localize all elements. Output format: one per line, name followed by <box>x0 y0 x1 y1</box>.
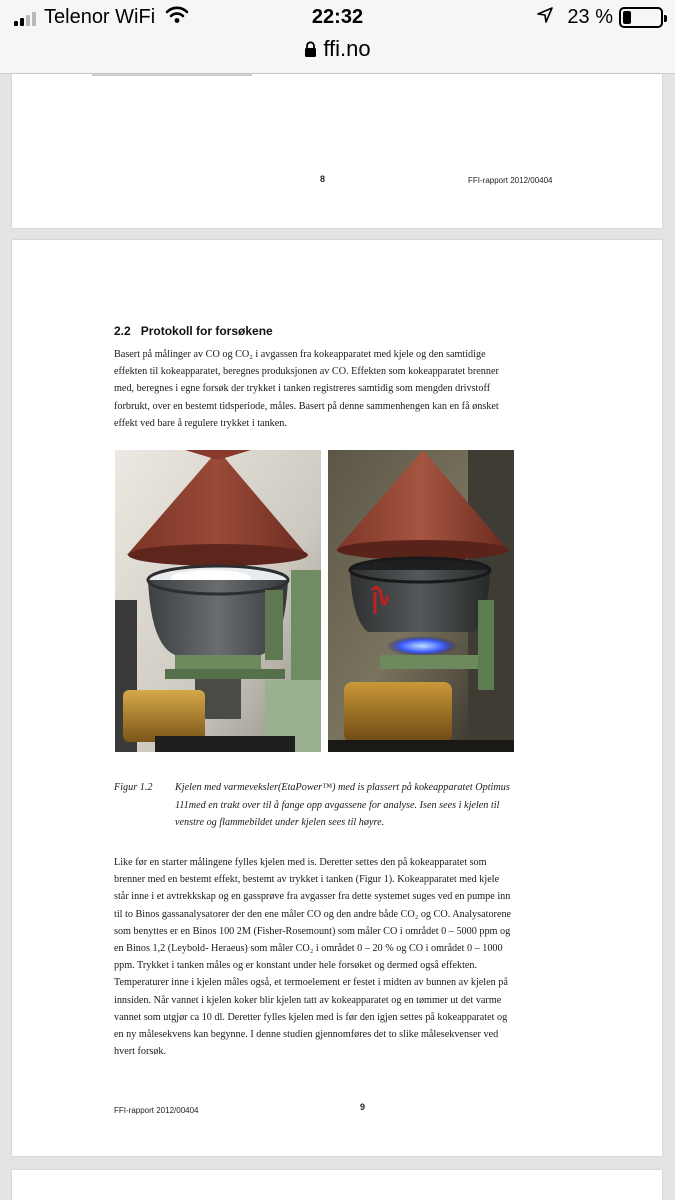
text-line: brenner med en bestemt effekt, bestemt av trykket i tanken (Figur 1). Kokeapparatet med kjele <box>114 874 500 886</box>
figure-label: Figur 1.2 <box>114 782 153 793</box>
figure-caption-text <box>175 779 575 832</box>
text-line: hvert forsøk. <box>114 1046 167 1058</box>
pdf-page-8 <box>12 74 662 228</box>
text-line: effekten til kokeapparatet, beregnes produksjonen av CO. Effekten som kokeapparatet brenner <box>114 366 499 378</box>
figure-photo-right <box>328 450 514 752</box>
text-line: effekt ved bare å regulere trykket i tanken. <box>114 417 287 429</box>
page-number: 9 <box>360 1102 366 1112</box>
text-line: forbrukt, over en bestemt tidsperiode, måles. Basert på denne sammenhengen kan en få ønsket <box>114 400 499 412</box>
status-right <box>537 6 663 29</box>
battery-percentage: 23 % <box>567 6 613 28</box>
battery-icon <box>619 7 663 28</box>
section-title: Protokoll for forsøkene <box>140 324 273 338</box>
pdf-page-9 <box>12 240 662 1156</box>
browser-top-bar <box>0 0 675 74</box>
page-number: 8 <box>320 174 326 184</box>
text-line: ppm. Trykket i tanken måles og er konstant under hele forsøket og dermed også effekten. <box>114 960 478 972</box>
text-line: en ny målesekvens kan begynne. I denne studien gjennomføres det to slike målesekvenser ved <box>114 1029 499 1041</box>
location-arrow-icon <box>537 7 553 28</box>
battery-level-fill <box>623 11 631 24</box>
text-line: som benyttes er en Binos 100 2M (Fisher-Rosemount) som måler CO i området 0 – 5000 ppm og <box>114 925 511 937</box>
figure-photo-left <box>115 450 321 752</box>
url-domain[interactable]: ffi.no <box>323 36 371 61</box>
caption-line: 111med en trakt over til å fange opp avgassene for analyse. Isen sees i kjelen til <box>175 799 500 811</box>
section-number: 2.2 <box>114 324 131 338</box>
page-footer-report-id: FFI-rapport 2012/00404 <box>468 176 553 185</box>
lock-icon <box>304 38 317 64</box>
address-bar[interactable] <box>0 36 675 64</box>
text-line: Temperaturer inne i kjelen måles også, et termoelement er festet i midten av bunnen av kjelen på <box>114 977 508 989</box>
caption-line: venstre og flammebildet under kjelen sees til høyre. <box>175 817 385 828</box>
page-footer-report-id: FFI-rapport 2012/00404 <box>114 1106 199 1115</box>
carrier-name: Telenor WiFi <box>44 6 156 28</box>
caption-line: Kjelen med varmeveksler(EtaPower™) med is plassert på kokeapparatet Optimus <box>175 782 510 793</box>
text-line: vannet som utgjør ca 10 dl. Deretter fylles kjelen med is før den igjen settes på kokeapparatet og <box>114 1011 508 1023</box>
text-line: innsiden. Når vannet i kjelen koker blir kjelen tatt av kokeapparatet og en tømmer ut det varme <box>114 994 502 1006</box>
section-heading <box>114 324 273 338</box>
paragraph-protocol <box>114 346 580 432</box>
text-line: med, beregnes i egne forsøk der trykket i tanken registreres samtidig som mengden drivstoff <box>114 383 491 395</box>
previous-text-fragment <box>92 74 252 76</box>
text-line: til to Binos gassanalysatorer der den ene måler CO og den andre både CO₂ og CO. Analysatorene <box>114 908 512 920</box>
text-line: Basert på målinger av CO og CO₂ i avgassen fra kokeapparatet med kjele og den samtidige <box>114 349 486 360</box>
text-line: står inne i et avtrekkskap og en gassprøve fra avgasser fra dette systemet suges ved en pumpe inn <box>114 891 511 903</box>
status-clock: 22:32 <box>311 6 364 28</box>
paragraph-procedure <box>114 854 580 1060</box>
text-line: Like før en starter målingene fylles kjelen med is. Deretter settes den på kokeapparatet som <box>114 857 487 868</box>
pdf-page-10 <box>12 1170 662 1200</box>
text-line: en Binos 1,2 (Leybold- Heraeus) som måler CO₂ i området 0 – 20 % og CO i området 0 – 1000 <box>114 943 503 955</box>
